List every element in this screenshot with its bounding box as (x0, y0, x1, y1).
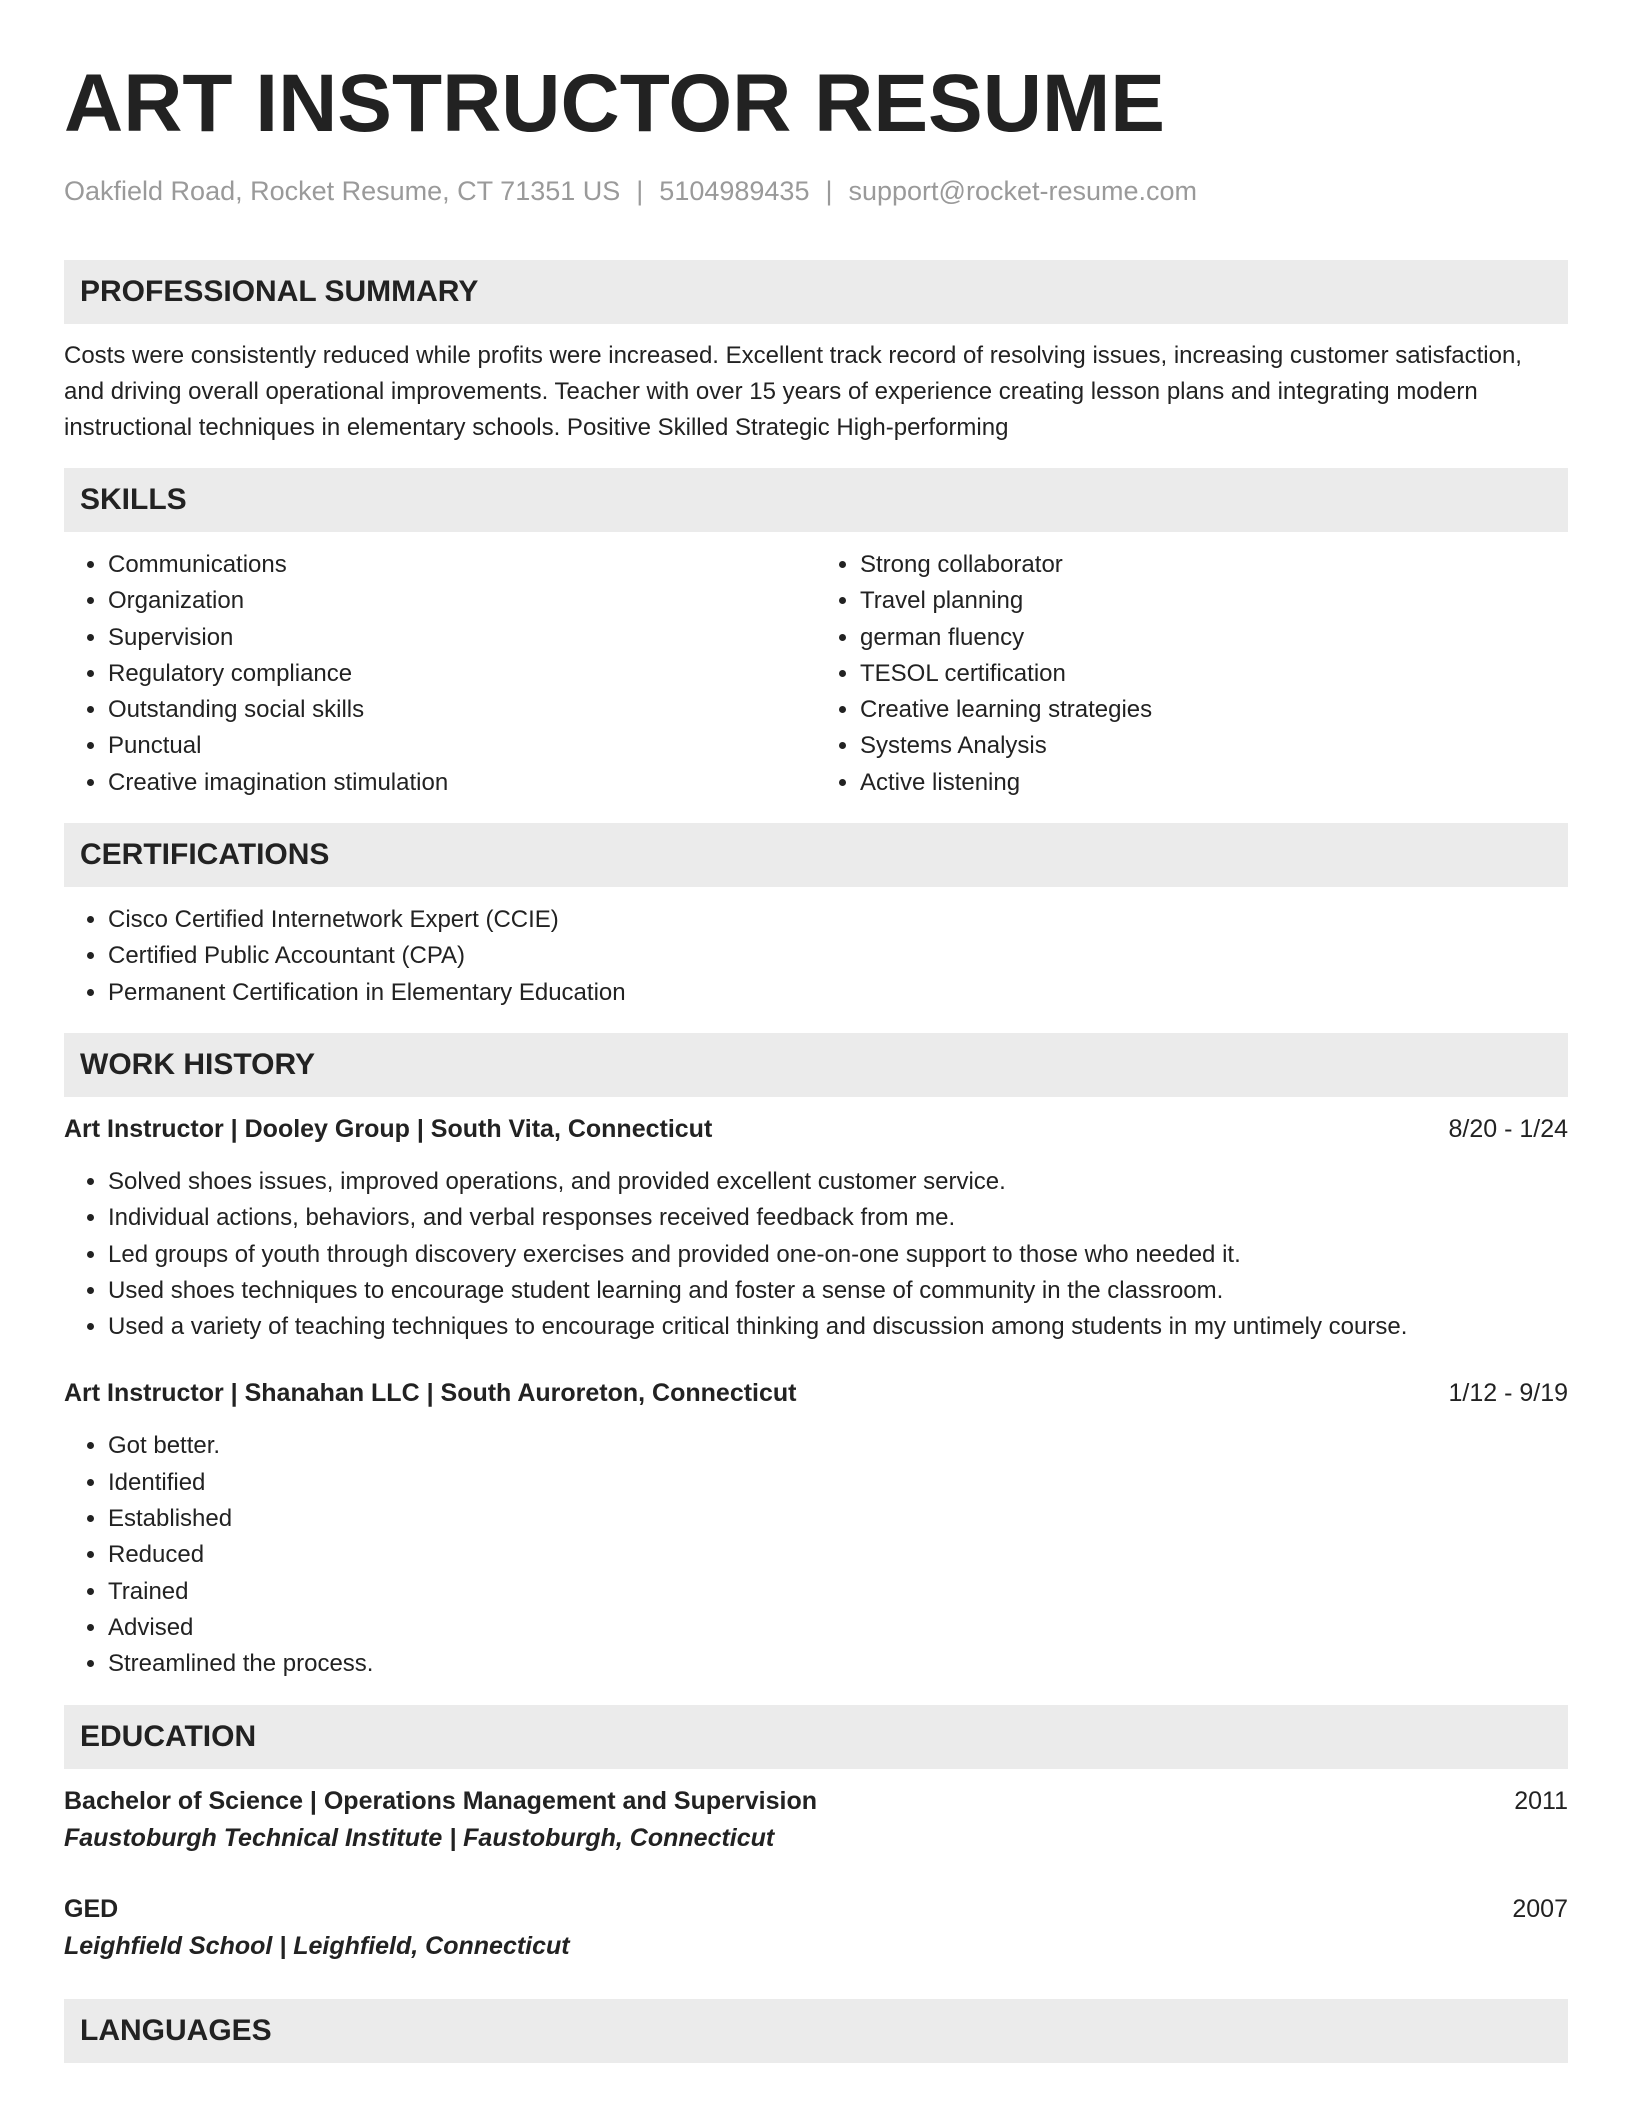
education-year: 2007 (1512, 1894, 1568, 1923)
resume-title: ART INSTRUCTOR RESUME (64, 58, 1165, 149)
certification-item: • Certified Public Accountant (CPA) (108, 938, 1568, 974)
skill-item: • Active listening (860, 765, 1568, 801)
skill-item: • Creative imagination stimulation (108, 765, 816, 801)
skill-item: • Outstanding social skills (108, 692, 816, 728)
job-bullets (64, 1428, 1568, 1682)
job-bullet: • Solved shoes issues, improved operations, and provided excellent customer service. (108, 1164, 1568, 1200)
certification-item: • Cisco Certified Internetwork Expert (CCIE) (108, 902, 1568, 938)
skill-item: • Systems Analysis (860, 728, 1568, 764)
job-entry (64, 1375, 1568, 1682)
skill-item: • Organization (108, 583, 816, 619)
skills-grid (64, 547, 1568, 801)
job-title: Art Instructor | Dooley Group | South Vita, Connecticut (64, 1114, 713, 1143)
skills-list-right (816, 547, 1568, 801)
skills-column-right (816, 547, 1568, 801)
skill-item: • Punctual (108, 728, 816, 764)
education-heading: EDUCATION (64, 1705, 1568, 1769)
education-year: 2011 (1514, 1786, 1568, 1815)
skill-item: • german fluency (860, 620, 1568, 656)
summary-heading: PROFESSIONAL SUMMARY (64, 260, 1568, 324)
skills-heading: SKILLS (64, 468, 1568, 532)
skill-item: • TESOL certification (860, 656, 1568, 692)
job-bullet: • Streamlined the process. (108, 1646, 1568, 1682)
education-degree: GED (64, 1894, 119, 1923)
education-header (64, 1783, 1568, 1819)
certifications-list (64, 902, 1568, 1011)
contact-address: Oakfield Road, Rocket Resume, CT 71351 US (64, 176, 621, 206)
education-school: Faustoburgh Technical Institute | Faustoburgh, Connecticut (64, 1823, 775, 1852)
education-entry (64, 1891, 1568, 1965)
work-history-heading: WORK HISTORY (64, 1033, 1568, 1097)
skills-list-left (64, 547, 816, 801)
contact-phone: 5104989435 (659, 176, 810, 206)
job-bullet: • Identified (108, 1465, 1568, 1501)
job-dates: 8/20 - 1/24 (1448, 1114, 1568, 1143)
job-bullet: • Got better. (108, 1428, 1568, 1464)
job-header (64, 1375, 1568, 1411)
skill-item: • Strong collaborator (860, 547, 1568, 583)
education-entry (64, 1783, 1568, 1857)
skill-item: • Travel planning (860, 583, 1568, 619)
contact-line (64, 174, 1568, 208)
job-dates: 1/12 - 9/19 (1448, 1379, 1568, 1408)
job-bullet: • Used a variety of teaching techniques to encourage critical thinking and discussion among students in my untimely course. (108, 1309, 1568, 1345)
job-header (64, 1111, 1568, 1147)
job-entry (64, 1111, 1568, 1345)
languages-heading: LANGUAGES (64, 1999, 1568, 2063)
contact-separator: | (636, 176, 644, 206)
job-bullet: • Used shoes techniques to encourage student learning and foster a sense of community in the classroom. (108, 1273, 1568, 1309)
skill-item: • Communications (108, 547, 816, 583)
job-bullet: • Advised (108, 1610, 1568, 1646)
job-title: Art Instructor | Shanahan LLC | South Auroreton, Connecticut (64, 1379, 797, 1408)
skill-item: • Creative learning strategies (860, 692, 1568, 728)
education-degree: Bachelor of Science | Operations Management and Supervision (64, 1786, 818, 1815)
job-bullet: • Led groups of youth through discovery exercises and provided one-on-one support to those who needed it. (108, 1237, 1568, 1273)
certification-item: • Permanent Certification in Elementary Education (108, 975, 1568, 1011)
skill-item: • Supervision (108, 620, 816, 656)
job-bullet: • Trained (108, 1574, 1568, 1610)
summary-text: Costs were consistently reduced while profits were increased. Excellent track record of resolving issues, increasing customer satisfaction, and driving overall operational improvements. Teacher with over 15 years of experience creating lesson plans and integrating modern instructional techniques in elementary schools. Positive Skilled Strategic High-performing (64, 342, 1522, 441)
job-bullets (64, 1164, 1568, 1345)
education-header (64, 1891, 1568, 1927)
job-bullet: • Reduced (108, 1537, 1568, 1573)
contact-separator: | (825, 176, 833, 206)
education-school: Leighfield School | Leighfield, Connecticut (64, 1931, 570, 1960)
skills-column-left (64, 547, 816, 801)
contact-email: support@rocket-resume.com (848, 176, 1198, 206)
certifications-heading: CERTIFICATIONS (64, 823, 1568, 887)
job-bullet: • Established (108, 1501, 1568, 1537)
skill-item: • Regulatory compliance (108, 656, 816, 692)
job-bullet: • Individual actions, behaviors, and verbal responses received feedback from me. (108, 1200, 1568, 1236)
